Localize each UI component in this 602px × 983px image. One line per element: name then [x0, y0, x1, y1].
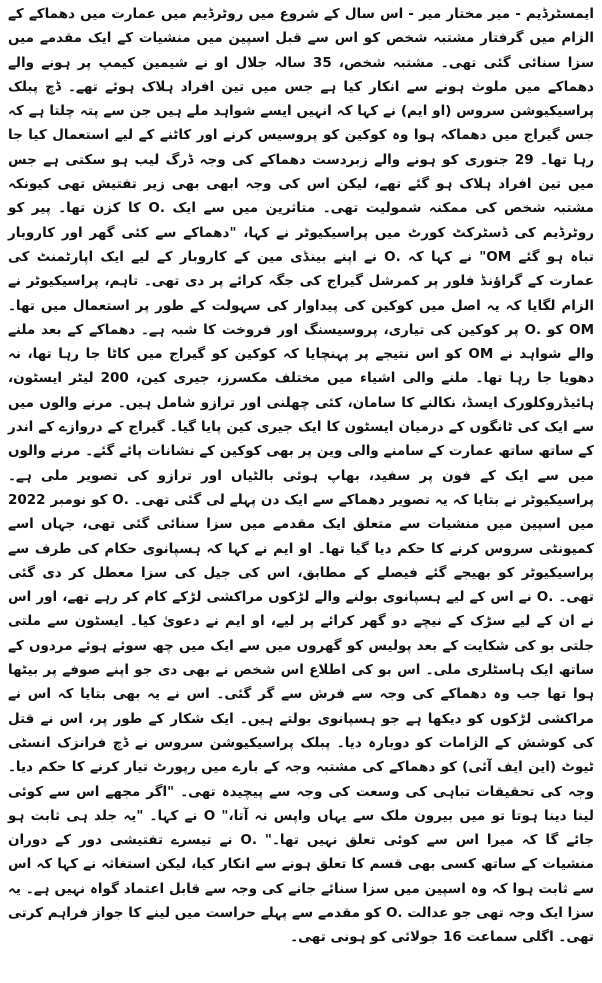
article-paragraph: ایمسٹرڈیم - میر مختار میر - اس سال کے شروع میں روٹرڈیم میں عمارت میں دھماکے کے الزام میں گرفتار مشتبہ شخص کو اس سے قبل اسپین میں منشیات کے ایک مقدمے میں سزا سنائی گئی تھی۔ مشتبہ شخص، 35 سالہ جلال او نے شیمین کیمپ پر ہونے والے دھماکے میں ملوث ہونے سے انکار کیا ہے جس میں تین افراد ہلاک ہوئے تھے۔ ڈچ پبلک پراسیکیوشن سروس (او ایم) نے کہا کہ انہیں ایسے شواہد ملے ہیں جن سے پتہ چلتا ہے کہ جس گیراج میں دھماکہ ہوا وہ کوکین کو پروسیس کرنے اور کاٹنے کے لیے استعمال کیا جا رہا تھا۔ 29 جنوری کو ہونے والے زبردست دھماکے کی وجہ ڈرگ لیب ہو سکتی ہے جس میں تین افراد ہلاک ہو گئے تھے، لیکن اس کی وجہ ابھی بھی زیر تفتیش تھی کیونکہ مشتبہ شخص کی ممکنہ شمولیت تھی۔ متاثرین میں سے ایک .O کا کزن تھا۔ پیر کو روٹرڈیم کی ڈسٹرکٹ کورٹ میں پراسیکیوٹر نے کہا، "دھماکے سے کئی گھر اور کاروبار تباہ ہو گئے OM" نے کہا کہ .O نے اپنے بینڈی مین کے کاروبار کے لیے ایک اپارٹمنٹ کی عمارت کے گراؤنڈ فلور پر کمرشل گیراج کی جگہ کرائے پر دی تھی۔ تاہم، پراسیکیوٹر نے الزام لگایا کہ یہ اصل میں کوکین کی پیداوار کی سہولت کے طور پر استعمال میں تھا۔ OM کو .O پر کوکین کی تیاری، پروسیسنگ اور فروخت کا شبہ ہے۔ دھماکے کے بعد ملنے والے شواہد نے OM کو اس نتیجے پر پہنچایا کہ کوکین کو گیراج میں کاٹا جا رہا تھا، نہ دھویا جا رہا تھا۔ ملنے والی اشیاء میں مختلف مکسرز، جیری کین، 200 لیٹر ایسٹون، ہائیڈروکلورک ایسڈ، نکالنے کا سامان، کئی چھلنی اور ترازو شامل ہیں۔ مرنے والوں میں سے ایک کی ٹانگوں کے درمیان ایسٹون کا ایک جیری کین پایا گیا۔ گیراج کے دروازے کے اندر کے ساتھ ساتھ عمارت کے سامنے والی وین پر بھی کوکین کے نشانات پائے گئے۔ مرنے والوں میں سے ایک کے فون پر سفید، بھاپ ہوئی بالٹیاں اور ترازو کی تصویر ملی ہے۔ پراسیکیوٹر نے بتایا کہ یہ تصویر دھماکے سے ایک دن پہلے لی گئی تھی۔ .O کو نومبر 2022 میں اسپین میں منشیات سے متعلق ایک مقدمے میں سزا سنائی گئی تھی، جہاں اسے کمیونٹی سروس کرنے کا حکم دیا گیا تھا۔ او ایم نے کہا کہ ہسپانوی حکام کی طرف سے پراسیکیوٹر کو بھیجے گئے فیصلے کے مطابق، اس کی جیل کی سزا معطل کر دی گئی تھی۔ .O نے اس کے لیے ہسپانوی بولنے والے لڑکوں مراکشی لڑکے کام کر رہے تھے، اور اس نے ان کے لیے سڑک کے نیچے دو گھر کرائے پر لیے، او ایم نے دعویٰ کیا۔ ایسٹون سے ملتی جلتی بو کی شکایت کے بعد پولیس کو گھروں میں سے ایک میں چھ سوئے ہوئے مردوں کے ساتھ ایک ہاسٹلری ملی۔ اس بو کی اطلاع اس شخص نے بھی دی جو اپنے صوفے پر بیٹھا ہوا تھا جب وہ دھماکے کی وجہ سے فرش سے گر گئی۔ اس نے یہ بھی بتایا کہ اس نے مراکشی لڑکوں کو دیکھا ہے جو ہسپانوی بولتے ہیں۔ ایک شکار کے طور پر، اس نے قتل کی کوشش کے الزامات کو دوبارہ دیا۔ پبلک پراسیکیوشن سروس نے ڈچ فرانزک انسٹی ٹیوٹ (این ایف آئی) کو دھماکے کی مشتبہ وجہ کے بارے میں رپورٹ تیار کرنے کا حکم دیا۔ وجہ کی تحقیقات تباہی کی وسعت کی وجہ سے پیچیدہ تھی۔ "اگر مجھے اس سے کوئی لینا دینا ہوتا تو میں بیرون ملک سے یہاں واپس نہ آتا،" O نے کہا۔ "یہ جلد ہی ثابت ہو جائے گا کہ میرا اس سے کوئی تعلق نہیں تھا۔" .O نے تیسرے تفتیشی دور کے دوران منشیات کے ساتھ کسی بھی قسم کا تعلق ہونے سے انکار کیا، لیکن استغاثہ نے کہا کہ اس سے ثابت ہوا کہ وہ اسپین میں سزا سنائے جانے کی وجہ سے قابل اعتماد گواہ نہیں ہے۔ یہ سزا ایک وجہ تھی جو عدالت .O کو مقدمے سے پہلے حراست میں لینے کا جواز فراہم کرتی تھی۔ اگلی سماعت 16 جولائی کو ہونی تھی۔ [8, 6, 595, 946]
